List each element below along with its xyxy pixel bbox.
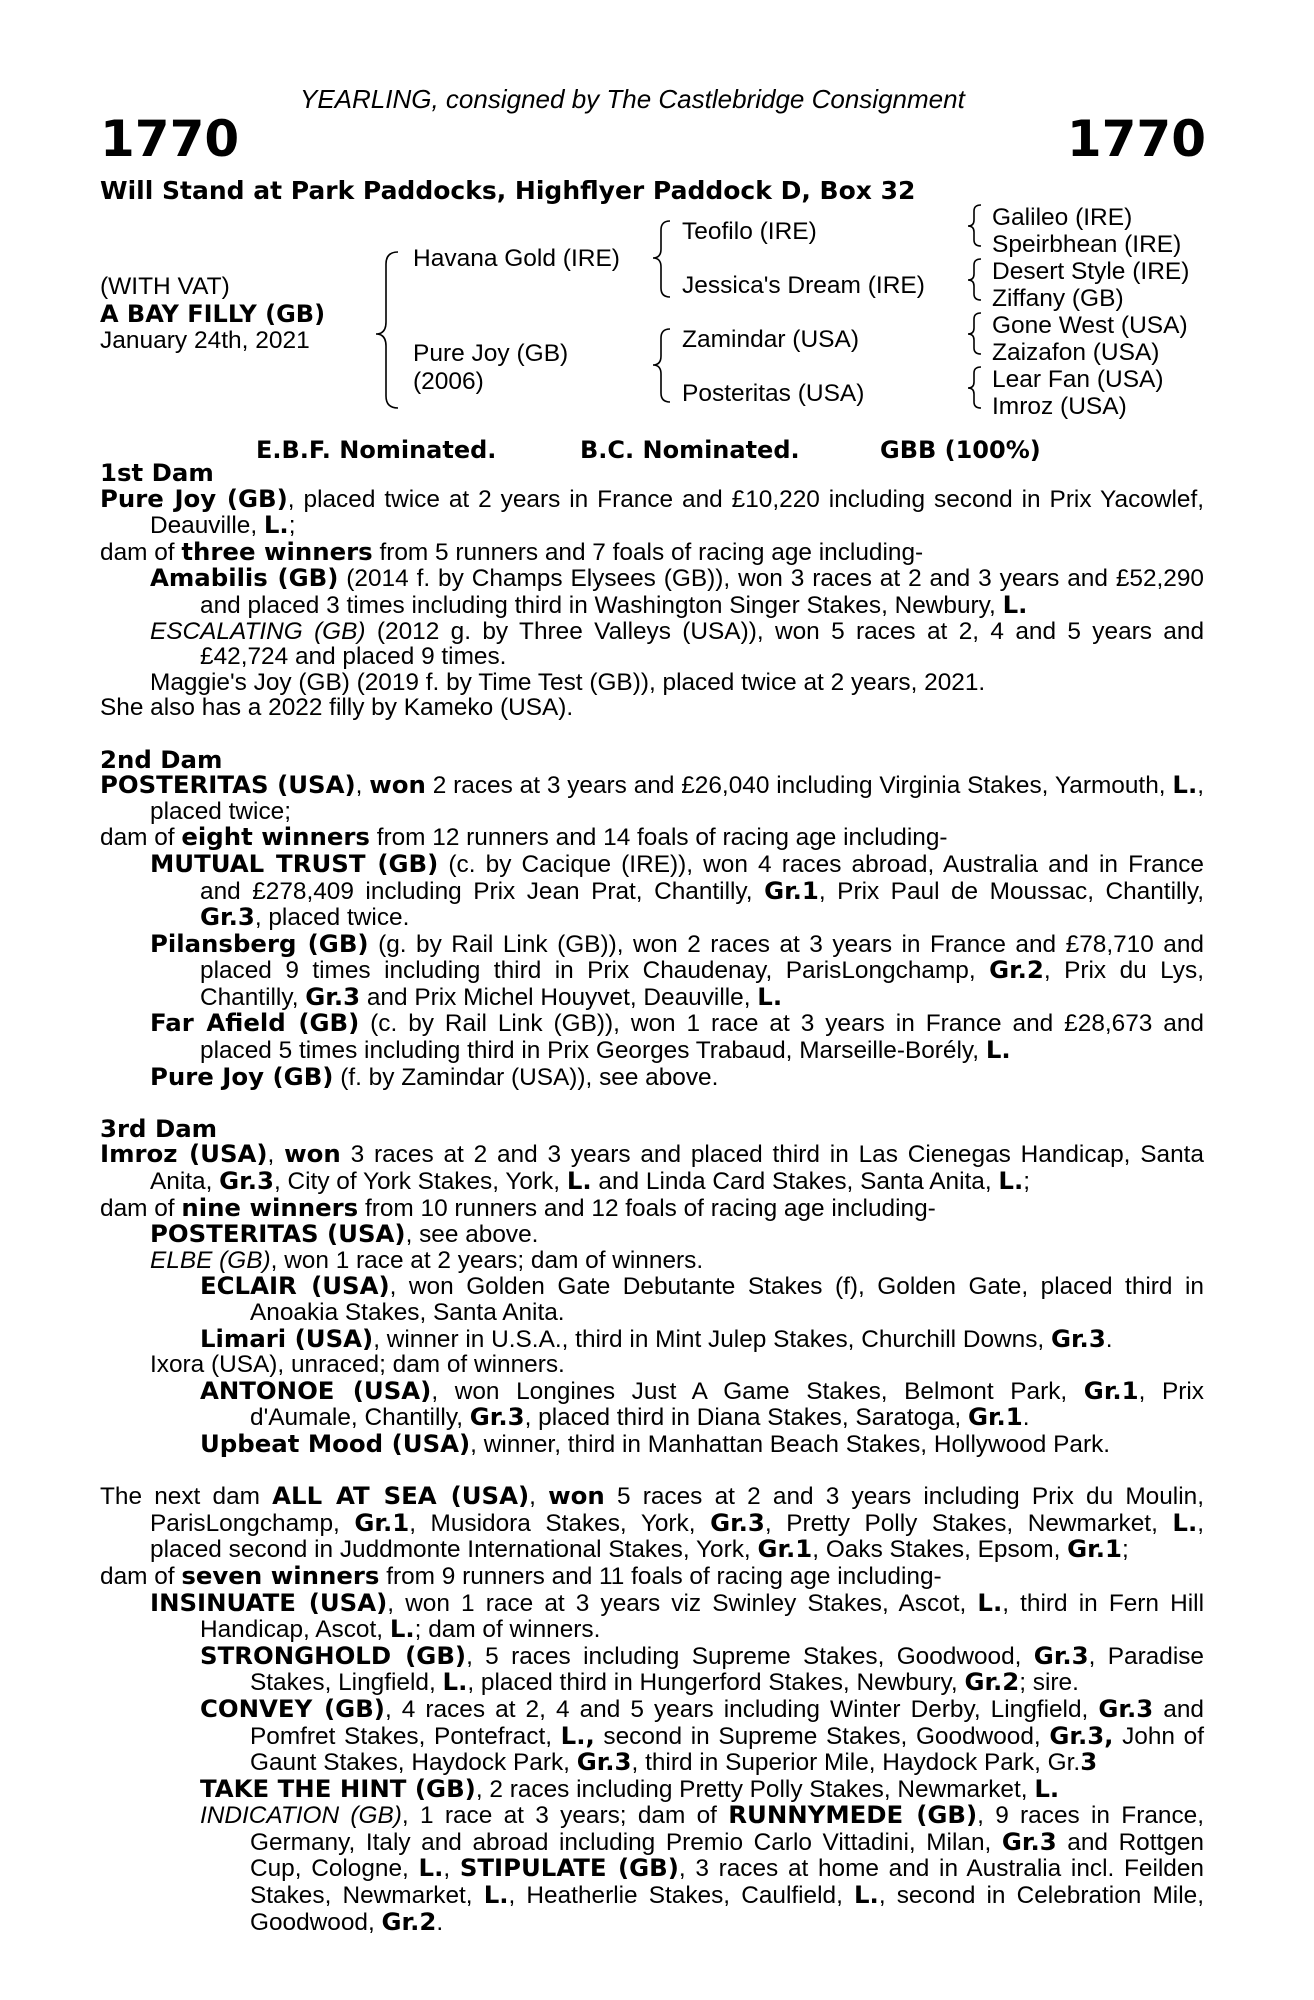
consignment-header: YEARLING, consigned by The Castlebridge Consignment bbox=[300, 84, 965, 114]
dam1-produce-3: Maggie's Joy (GB) (2019 f. by Time Test (GB)), placed twice at 2 years, 2021. bbox=[150, 668, 986, 696]
pedigree-dam-dam: Posteritas (USA) bbox=[682, 380, 865, 407]
dam3-produce-3: Ixora (USA), unraced; dam of winners. bbox=[150, 1351, 565, 1379]
pedigree-sire-dam: Jessica's Dream (IRE) bbox=[682, 272, 925, 299]
dam3-grandproduce-3: ANTONOE (USA), won Longines Just A Game Stakes, Belmont Park, Gr.1, Prix d'Aumale, Chantilly, Gr.3, placed third in Diana Stakes, Saratoga, Gr.1. bbox=[200, 1375, 1204, 1432]
pedigree-g3-7: Lear Fan (USA) bbox=[992, 366, 1164, 393]
dam4-produce-intro: dam of seven winners from 9 runners and 11 foals of racing age including- bbox=[100, 1560, 942, 1590]
dam3-produce-2: ELBE (GB), won 1 race at 2 years; dam of winners. bbox=[150, 1246, 704, 1274]
dam3-entry: Imroz (USA), won 3 races at 2 and 3 years and placed third in Las Cienegas Handicap, Santa Anita, Gr.3, City of York Stakes, York, L. and Linda Card Stakes, Santa Anita, L.; bbox=[100, 1139, 1204, 1196]
horse-name: A BAY FILLY (GB) bbox=[100, 300, 326, 328]
dam1-produce-2: ESCALATING (GB) (2012 g. by Three Valleys (USA)), won 5 races at 2, 4 and 5 years and £42,724 and placed 9 times. bbox=[150, 617, 1205, 671]
bracket-gen2-dam bbox=[653, 329, 670, 402]
dam1-heading: 1st Dam bbox=[100, 458, 214, 487]
gbb-status: GBB (100%) bbox=[880, 436, 1041, 464]
dam3-produce-1: POSTERITAS (USA), see above. bbox=[150, 1219, 539, 1249]
dam1-produce-note: She also has a 2022 filly by Kameko (USA). bbox=[100, 694, 574, 722]
bc-nominated: B.C. Nominated. bbox=[580, 436, 800, 464]
pedigree-sire: Havana Gold (IRE) bbox=[413, 245, 620, 272]
horse-dob: January 24th, 2021 bbox=[100, 327, 310, 354]
pedigree-g3-5: Gone West (USA) bbox=[992, 312, 1188, 339]
dam4-entry: The next dam ALL AT SEA (USA), won 5 races at 2 and 3 years including Prix du Moulin, ParisLongchamp, Gr.1, Musidora Stakes, York, Gr.3, Pretty Polly Stakes, Newmarket, L., placed second in Juddmonte International Stakes, York, Gr.1, Oaks Stakes, Epsom, Gr.1; bbox=[100, 1481, 1205, 1564]
pedigree-g3-1: Galileo (IRE) bbox=[992, 204, 1133, 231]
dam3-grandproduce-4: Upbeat Mood (USA), winner, third in Manhattan Beach Stakes, Hollywood Park. bbox=[200, 1428, 1111, 1458]
dam3-produce-intro: dam of nine winners from 10 runners and 12 foals of racing age including- bbox=[100, 1192, 936, 1222]
bracket-gen3-3 bbox=[968, 313, 981, 354]
dam2-produce-3: Far Afield (GB) (c. by Rail Link (GB)), won 1 race at 3 years in France and £28,673 and placed 5 times including third in Prix Georges Trabaud, Marseille-Borély, L. bbox=[150, 1008, 1204, 1065]
dam2-produce-4: Pure Joy (GB) (f. by Zamindar (USA)), see above. bbox=[150, 1061, 719, 1091]
dam2-produce-intro: dam of eight winners from 12 runners and 14 foals of racing age including- bbox=[100, 822, 948, 852]
dam2-heading: 2nd Dam bbox=[100, 744, 223, 774]
dam1-produce-1: Amabilis (GB) (2014 f. by Champs Elysees (GB)), won 3 races at 2 and 3 years and £52,290 and placed 3 times including third in Washington Singer Stakes, Newbury, L. bbox=[150, 563, 1204, 619]
dam2-produce-2: Pilansberg (GB) (g. by Rail Link (GB)), won 2 races at 3 years in France and £78,710 and placed 9 times including third in Prix Chaudenay, ParisLongchamp, Gr.2, Prix du Lys, Chantilly, Gr.3 and Prix Michel Houyvet, Deauville, L. bbox=[150, 928, 1204, 1011]
pedigree-dam-sire: Zamindar (USA) bbox=[682, 326, 859, 353]
pedigree-dam: Pure Joy (GB) bbox=[413, 340, 569, 367]
ebf-nominated: E.B.F. Nominated. bbox=[256, 436, 497, 464]
catalogue-body bbox=[100, 460, 1204, 1935]
vat-note: (WITH VAT) bbox=[100, 273, 230, 300]
pedigree-g3-2: Speirbhean (IRE) bbox=[992, 231, 1182, 258]
pedigree-g3-8: Imroz (USA) bbox=[992, 393, 1127, 420]
dam2-produce-1: MUTUAL TRUST (GB) (c. by Cacique (IRE)), won 4 races abroad, Australia and in France and £278,409 including Prix Jean Prat, Chantilly, Gr.1, Prix Paul de Moussac, Chantilly, Gr.3, placed twice. bbox=[150, 848, 1204, 932]
bracket-gen3-2 bbox=[968, 259, 981, 300]
bracket-gen3-4 bbox=[968, 367, 981, 408]
bracket-gen1 bbox=[376, 252, 398, 408]
dam3-heading: 3rd Dam bbox=[100, 1113, 218, 1143]
dam4-grandproduce-2: CONVEY (GB), 4 races at 2, 4 and 5 years including Winter Derby, Lingfield, Gr.3 and Pomfret Stakes, Pontefract, L., second in Supreme Stakes, Goodwood, Gr.3, John of Gaunt Stakes, Haydock Park, Gr.3, third in Superior Mile, Haydock Park, Gr.3 bbox=[200, 1693, 1204, 1777]
dam2-entry: POSTERITAS (USA), won 2 races at 3 years and £26,040 including Virginia Stakes, Yarmouth, L., placed twice; bbox=[100, 770, 1204, 825]
lot-number-left: 1770 bbox=[100, 110, 240, 168]
dam1-entry: Pure Joy (GB), placed twice at 2 years in France and £10,220 including second in Prix Yacowlef, Deauville, L.; bbox=[100, 483, 1204, 540]
pedigree-dam-year: (2006) bbox=[413, 368, 484, 395]
dam3-grandproduce-2: Limari (USA), winner in U.S.A., third in Mint Julep Stakes, Churchill Downs, Gr.3. bbox=[200, 1323, 1113, 1353]
pedigree-g3-6: Zaizafon (USA) bbox=[992, 339, 1160, 366]
bracket-gen3-1 bbox=[968, 205, 981, 246]
pedigree-sire-sire: Teofilo (IRE) bbox=[682, 218, 817, 245]
dam4-grandproduce-4: INDICATION (GB), 1 race at 3 years; dam of RUNNYMEDE (GB), 9 races in France, Germany, Italy and abroad including Premio Carlo Vittadini, Milan, Gr.3 and Rottgen Cup, Cologne, L., STIPULATE (GB), 3 races at home and in Australia incl. Feilden Stakes, Newmarket, L., Heatherlie Stakes, Caulfield, L., second in Celebration Mile, Goodwood, Gr.2. bbox=[200, 1800, 1204, 1936]
dam3-grandproduce-1: ECLAIR (USA), won Golden Gate Debutante Stakes (f), Golden Gate, placed third in Anoakia Stakes, Santa Anita. bbox=[200, 1271, 1204, 1326]
dam1-produce-intro: dam of three winners from 5 runners and 7 foals of racing age including- bbox=[100, 536, 924, 566]
stand-location: Will Stand at Park Paddocks, Highflyer Paddock D, Box 32 bbox=[100, 176, 916, 205]
lot-number-right: 1770 bbox=[1066, 110, 1206, 168]
dam4-grandproduce-3: TAKE THE HINT (GB), 2 races including Pretty Polly Stakes, Newmarket, L. bbox=[200, 1773, 1060, 1803]
bracket-gen2-sire bbox=[653, 221, 670, 297]
dam4-produce-1: INSINUATE (USA), won 1 race at 3 years viz Swinley Stakes, Ascot, L., third in Fern Hill Handicap, Ascot, L.; dam of winners. bbox=[150, 1587, 1204, 1644]
pedigree-g3-4: Ziffany (GB) bbox=[992, 285, 1124, 312]
dam4-grandproduce-1: STRONGHOLD (GB), 5 races including Supreme Stakes, Goodwood, Gr.3, Paradise Stakes, Lingfield, L., placed third in Hungerford Stakes, Newbury, Gr.2; sire. bbox=[200, 1640, 1204, 1697]
pedigree-g3-3: Desert Style (IRE) bbox=[992, 258, 1190, 285]
